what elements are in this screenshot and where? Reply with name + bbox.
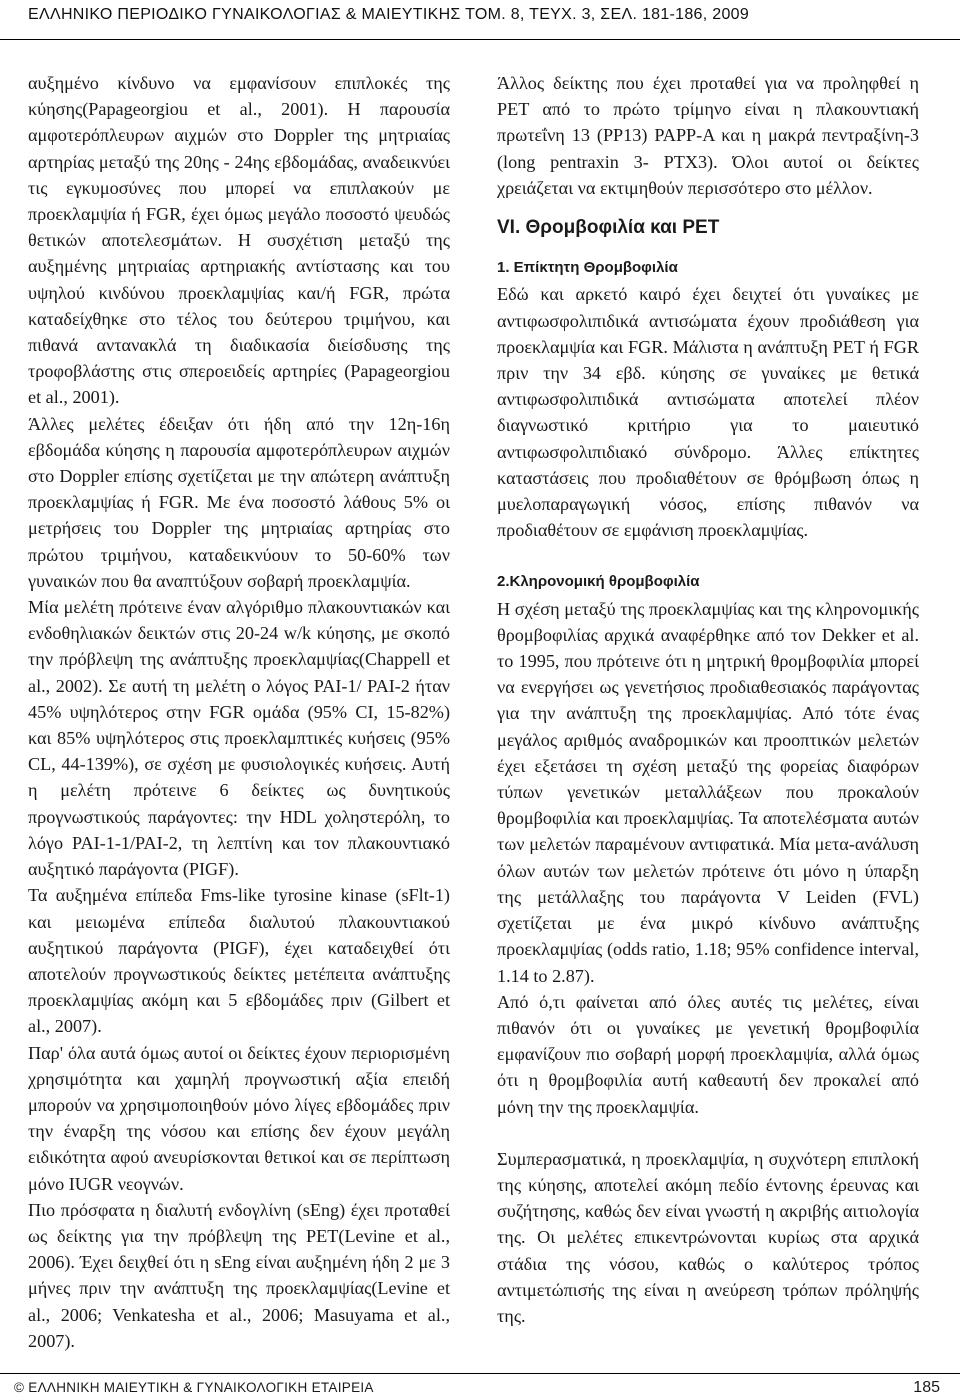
left-paragraph-1: αυξημένο κίνδυνο να εμφανίσουν επιπλοκές της κύησης(Papageorgiou et al., 2001). Η παρουσία αμφοτερόπλευρων αιχμών στο Doppler της μητριαίας αρτηρίας μεταξύ της 20ης - 24ης εβδομάδας, αναδεικνύει τις εγκυμοσύνες που μπορεί να επιπλακούν με προεκλαμψία ή FGR, έχει όμως μεγάλο ποσοστό ψευδώς θετικών αποτελεσμάτων. Η συσχέτιση μεταξύ της αυξημένης μητριαίας αρτηριακής αντίστασης και του υψηλού κινδύνου προεκλαμψίας και/ή FGR, πρώτα καταδείχθηκε στο τέλος του δεύτερου τριμήνου, και πιθανά αντανακλά τη διαδικασία διείσδυσης της τροφοβλάστης στις σπεροειδείς αρτηρίες (Papageorgiou et al., 2001). [28,73,450,408]
left-column [28,70,450,1354]
left-paragraph-5: Παρ' όλα αυτά όμως αυτοί οι δείκτες έχουν περιορισμένη χρησιμότητα και χαμηλή προγνωστική αξία επειδή μπορούν να χρησιμοποιηθούν μόνο λίγες εβδομάδες πριν την έναρξη της νόσου και επίσης δεν έχουν μεγάλη ειδικότητα αφού ανευρίσκονται θετικοί και σε περίπτωση μόνο IUGR νεογνών. [28,1042,450,1194]
subsection-title-1: 1. Επίκτητη Θρομβοφιλία [497,259,678,277]
running-head: ΕΛΛΗΝΙΚΟ ΠΕΡΙΟΔΙΚΟ ΓΥΝΑΙΚΟΛΟΓΙΑΣ & ΜΑΙΕΥΤΙΚΗΣ ΤΟΜ. 8, ΤΕΥΧ. 3, ΣΕΛ. 181-186, 2009 [28,6,750,23]
right-paragraph-5: Συμπερασματικά, η προεκλαμψία, η συχνότερη επιπλοκή της κύησης, αποτελεί ακόμη πεδίο έντονης έρευνας και συζήτησης, καθώς δεν είναι γνωστή η ακριβής αιτιολογία της. Οι μελέτες επικεντρώνονται κυρίως στα αρχικά στάδια της νόσου, καθώς ο καλύτερος τρόπος αντιμετώπισής της είναι η ανεύρεση τρόπων πρόληψής της. [497,1148,919,1326]
right-paragraph-4: Από ό,τι φαίνεται από όλες αυτές τις μελέτες, είναι πιθανόν ότι οι γυναίκες με γενετική θρομβοφιλία εμφανίζουν πιο σοβαρή μορφή προεκλαμψία, αλλά όμως ότι η θρομβοφιλία αυτή καθεαυτή δεν προκαλεί από μόνη την της προεκλαμψία. [497,991,919,1117]
left-paragraph-2: Άλλες μελέτες έδειξαν ότι ήδη από την 12η-16η εβδομάδα κύησης η παρουσία αμφοτερόπλευρων αιχμών στο Doppler επίσης σχετίζεται με την απώτερη ανάπτυξη προεκλαμψίας ή FGR. Με ένα ποσοστό λάθους 5% οι μετρήσεις του Doppler της μητριαίας αρτηρίας στο πρώτου τριμήνου, καταδεικνύουν το 50-60% των γυναικών που θα αναπτύξουν σοβαρή προεκλαμψία. [28,413,450,591]
left-paragraph-6: Πιο πρόσφατα η διαλυτή ενδογλίνη (sEng) έχει προταθεί ως δείκτης για την πρόβλεψη της PET(Levine et al., 2006). Έχει δειχθεί ότι η sEng είναι αυξημένη ήδη 2 με 3 μήνες πριν την ανάπτυξη της προεκλαμψίας(Levine et al., 2006; Venkatesha et al., 2006; Masuyama et al., 2007). [28,1199,450,1351]
header-rule [0,39,960,40]
right-paragraph-2: Εδώ και αρκετό καιρό έχει δειχτεί ότι γυναίκες με αντιφωσφολιπιδικά αντισώματα έχουν προδιάθεση για προεκλαμψία και FGR. Μάλιστα η ανάπτυξη PET ή FGR πριν την 34 εβδ. κύησης σε γυναίκες με θετικά αντιφωσφολιπιδικά αντισώματα αποτελεί πλέον διαγνωστικό κριτήριο για το μαιευτικό αντιφωσφολιπιδιακό σύνδρομο. Άλλες επίκτητες καταστάσεις που προδιαθέτουν σε θρόμβωση όπως η μυελοπαραγωγική νόσος, επίσης πιθανόν να προδιαθέτουν σε εμφάνιση προεκλαμψίας. [497,284,919,541]
left-paragraph-4: Τα αυξημένα επίπεδα Fms-like tyrosine kinase (sFlt-1) και μειωμένα επίπεδα διαλυτού πλακουντιακού αυξητικού παράγοντα (PIGF), έχει καταδειχθεί ότι αποτελούν προγνωστικούς δείκτες μετέπειτα ανάπτυξης προεκλαμψίας ακόμη και 5 εβδομάδες πριν (Gilbert et al., 2007). [28,885,450,1037]
right-paragraph-3: Η σχέση μεταξύ της προεκλαμψίας και της κληρονομικής θρομβοφιλίας αρχικά αναφέρθηκε από τον Dekker et al. το 1995, που πρότεινε ότι η μητρική θρομβοφιλία μπορεί να ενεργήσει ως γενετήσιος προδιαθεσιακός παράγοντας για την ανάπτυξη της προεκλαμψίας. Από τότε ένας μεγάλος αριθμός αναδρομικών και προοπτικών μελετών έχει εξετάσει τη σχέση μεταξύ της φορείας διαφόρων τύπων γενετικών μεταλλάξεων που προκαλούν θρομβοφιλία και προεκλαμψίας. Τα αποτελέσματα αυτών των μελετών παραμένουν αντιφατικά. Μία μετα-ανάλυση όλων αυτών των μελετών πρότεινε ότι μόνο η ύπαρξη της μετάλλαξης του παράγοντα V Leiden (FVL) σχετίζεται με ένα μικρό κίνδυνο ανάπτυξης προεκλαμψίας (odds ratio, 1.18; 95% confidence interval, 1.14 to 2.87). [497,598,919,986]
right-column [497,70,919,1329]
footer-rule [0,1373,960,1374]
section-title: VI. Θρομβοφιλία και PET [497,217,720,239]
footer-copyright: © ΕΛΛΗΝΙΚΗ ΜΑΙΕΥΤΙΚΗ & ΓΥΝΑΙΚΟΛΟΓΙΚΗ ΕΤΑΙΡΕΙΑ [14,1380,374,1395]
page-number: 185 [913,1379,940,1396]
right-paragraph-1: Άλλος δείκτης που έχει προταθεί για να προληφθεί η PET από το πρώτο τρίμηνο είναι η πλακουντιακή πρωτεΐνη 13 (PP13) PAPP-A και η μακρά πεντραξίνη-3 (long pentraxin 3- PTX3). Όλοι αυτοί οι δείκτες χρειάζεται να εκτιμηθούν περισσότερο στο μέλλον. [497,73,919,198]
subsection-title-2: 2.Κληρονομική θρομβοφιλία [497,573,700,591]
left-paragraph-3: Μία μελέτη πρότεινε έναν αλγόριθμο πλακουντιακών και ενδοθηλιακών δεικτών στις 20-24 w/k κύησης, με σκοπό την πρόβλεψη της ανάπτυξης προεκλαμψίας(Chappell et al., 2002). Σε αυτή τη μελέτη ο λόγος PAI-1/ PAI-2 ήταν 45% υψηλότερος στην FGR ομάδα (95% CI, 15-82%) και 85% υψηλότερος στις προεκλαμπτικές κυήσεις (95% CL, 44-139%), σε σχέση με φυσιολογικές κυήσεις. Αυτή η μελέτη πρότεινε 6 δείκτες ως δυνητικούς προγνωστικούς παράγοντες: την HDL χοληστερόλη, το λόγο PAI-1-1/PAI-2, τη λεπτίνη και τον πλακουντιακό αυξητικό παράγοντα (PIGF). [28,597,450,880]
